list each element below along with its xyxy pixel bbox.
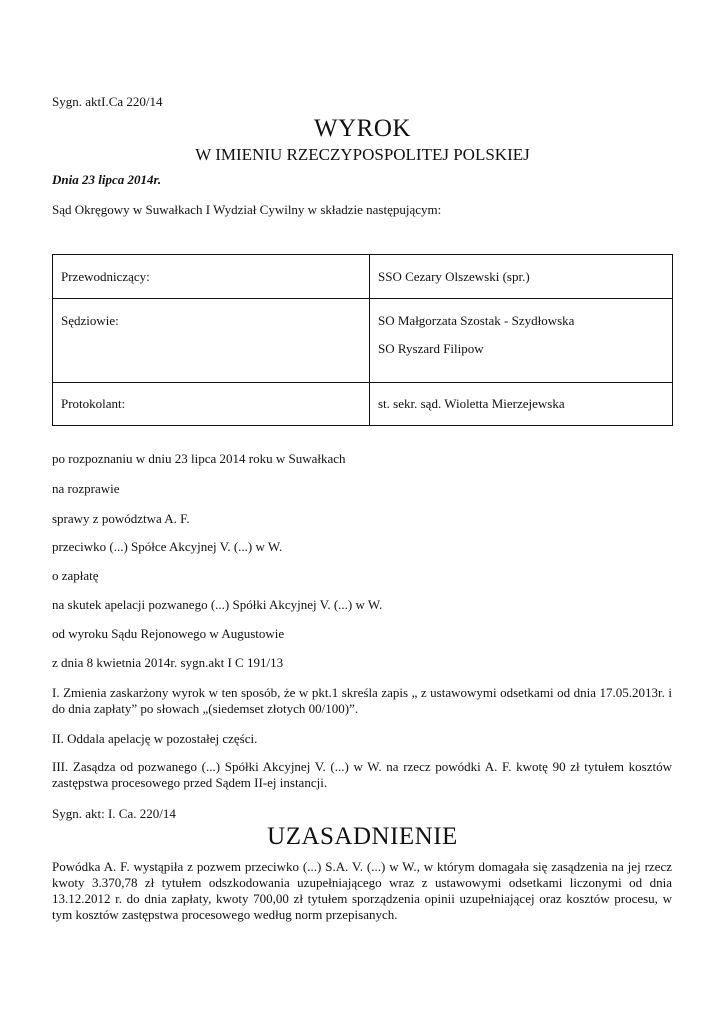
table-row (53, 383, 673, 426)
judges-label: Sędziowie: (53, 299, 370, 383)
document-subtitle: W IMIENIU RZECZYPOSPOLITEJ POLSKIEJ (195, 145, 530, 164)
chair-label: Przewodniczący: (53, 255, 370, 299)
justification-paragraph: Powódka A. F. wystąpiła z pozwem przeciwko (...) S.A. V. (...) w W., w którym domagała się zasądzenia na jej rzecz kwoty 3.370,78 zł tytułem odszkodowania uzupełniającego wraz z ustawowymi odsetkami liczonymi od dnia 13.12.2012 r. do dnia zapłaty, kwoty 700,00 zł tytułem sporządzenia opinii uzupełniającej oraz kosztów procesu, w tym kosztów zastępstwa procesowego według norm przepisanych. (52, 859, 672, 922)
ruling-1: I. Zmienia zaskarżony wyrok w ten sposób, że w pkt.1 skreśla zapis „ z ustawowymi odsetkami od dnia 17.05.2013r. i do dnia zapłaty” po słowach „(siedemset złotych 00/100)”. (52, 685, 672, 716)
proceedings-line: z dnia 8 kwietnia 2014r. sygn.akt I C 191/13 (52, 655, 284, 670)
proceedings-line: od wyroku Sądu Rejonowego w Augustowie (52, 626, 285, 641)
proceedings-line: na skutek apelacji pozwanego (...) Spółki Akcyjnej V. (...) w W. (52, 597, 383, 612)
court-composition-intro: Sąd Okręgowy w Suwałkach I Wydział Cywilny w składzie następującym: (52, 202, 442, 217)
clerk-label: Protokolant: (53, 383, 370, 426)
justification-heading: UZASADNIENIE (267, 823, 458, 850)
chair-value: SSO Cezary Olszewski (spr.) (370, 255, 673, 299)
ruling-3: III. Zasądza od pozwanego (...) Spółki Akcyjnej V. (...) w W. na rzecz powódki A. F. kwotę 90 zł tytułem kosztów zastępstwa procesowego przed Sądem II-ej instancji. (52, 759, 672, 790)
proceedings-line: sprawy z powództwa A. F. (52, 511, 190, 526)
ruling-2: II. Oddala apelację w pozostałej części. (52, 731, 258, 746)
court-composition-table (52, 254, 673, 426)
clerk-value: st. sekr. sąd. Wioletta Mierzejewska (370, 383, 673, 426)
judge-name: SO Małgorzata Szostak - Szydłowska (378, 313, 575, 328)
judge-name: SO Ryszard Filipow (378, 341, 484, 356)
proceedings-line: przeciwko (...) Spółce Akcyjnej V. (...) w W. (52, 539, 283, 554)
proceedings-line: po rozpoznaniu w dniu 23 lipca 2014 roku w Suwałkach (52, 451, 346, 466)
table-row (53, 255, 673, 299)
case-signature: Sygn. aktI.Ca 220/14 (52, 94, 163, 109)
proceedings-line: o zapłatę (52, 568, 99, 583)
justification-signature: Sygn. akt: I. Ca. 220/14 (52, 806, 176, 821)
document-title: WYROK (314, 115, 411, 142)
table-row (53, 299, 673, 383)
judgment-date: Dnia 23 lipca 2014r. (52, 172, 162, 187)
proceedings-line: na rozprawie (52, 481, 120, 496)
judges-cell (370, 299, 673, 383)
